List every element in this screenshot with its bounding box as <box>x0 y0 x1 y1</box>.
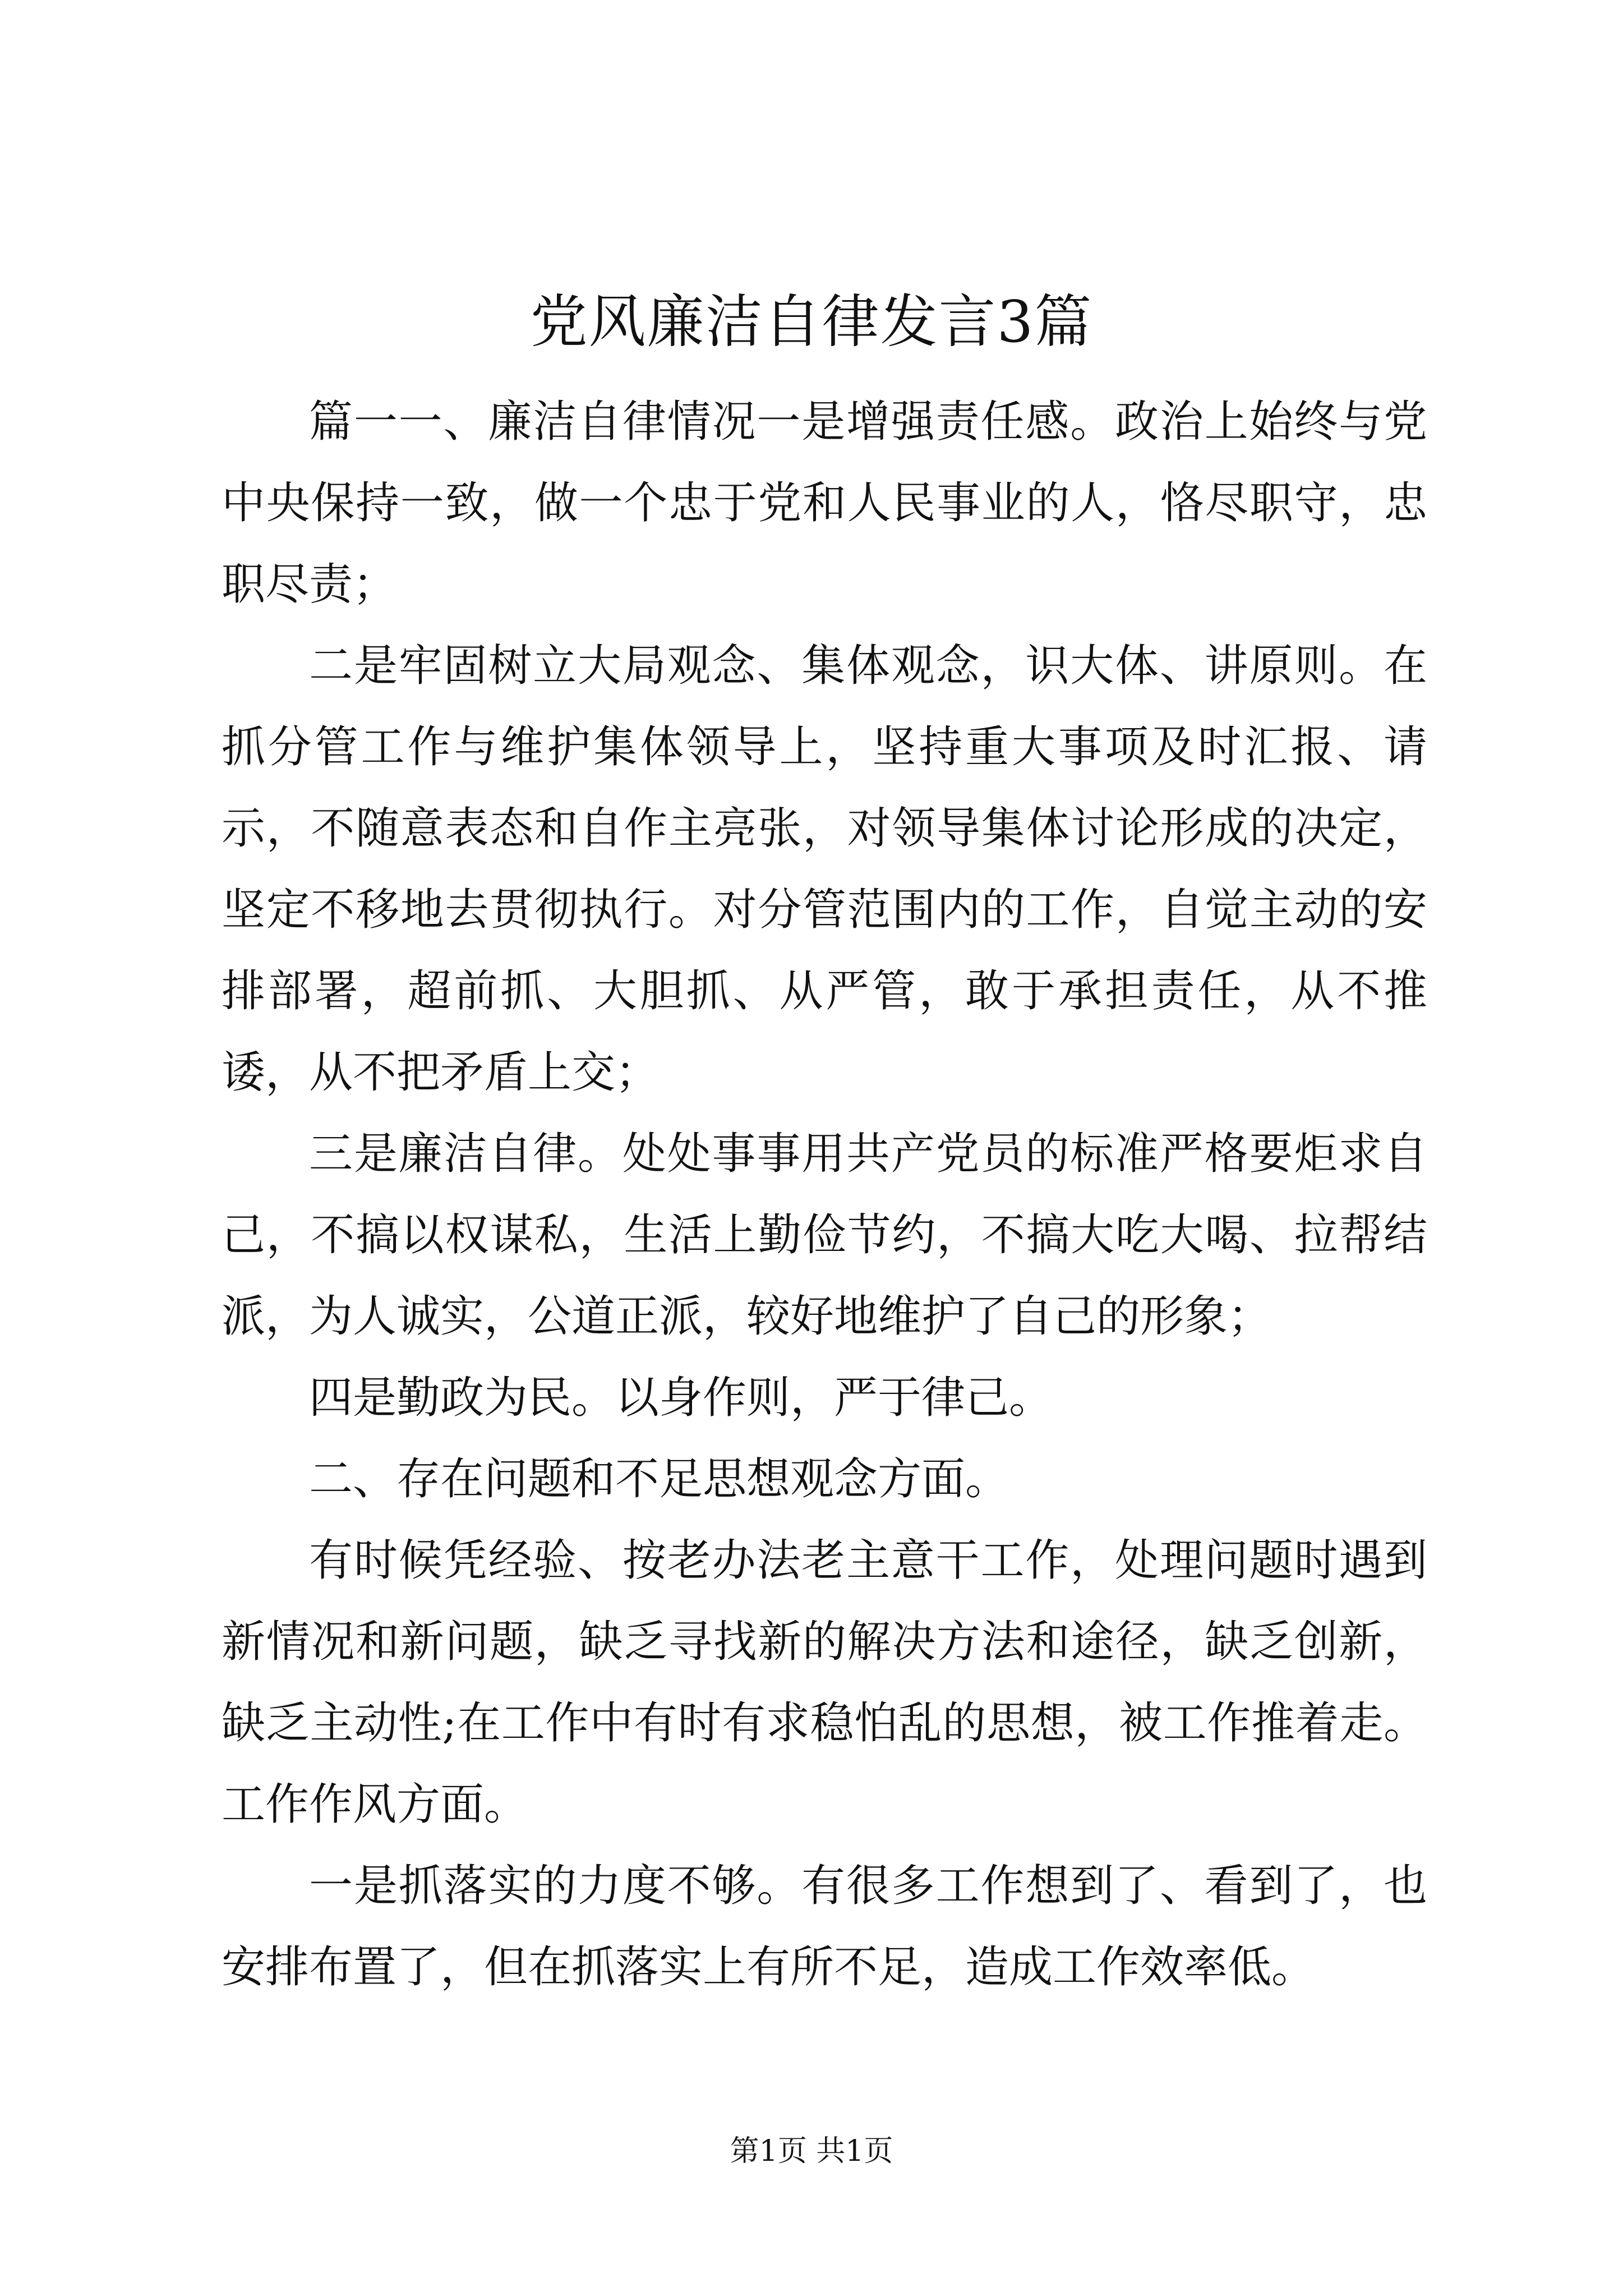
paragraph-7: 一是抓落实的力度不够。有很多工作想到了、看到了，也安排布置了，但在抓落实上有所不足，造成工作效率低。 <box>222 1861 1427 1993</box>
paragraph-1: 篇一一、廉洁自律情况一是增强责任感。政治上始终与党中央保持一致，做一个忠于党和人民事业的人，恪尽职守，忠职尽责； <box>222 397 1427 610</box>
paragraph-2: 二是牢固树立大局观念、集体观念，识大体、讲原则。在抓分管工作与维护集体领导上，坚持重大事项及时汇报、请示，不随意表态和自作主亮张，对领导集体讨论形成的决定，坚定不移地去贯彻执行。对分管范围内的工作，自觉主动的安排部署，超前抓、大胆抓、从严管，敢于承担责任，从不推诿，从不把矛盾上交； <box>222 641 1427 1098</box>
paragraph-5: 二、存在问题和不足思想观念方面。 <box>309 1454 1009 1504</box>
page-footer: 第1页 共1页 <box>730 2134 893 2168</box>
paragraph-6: 有时候凭经验、按老办法老主意干工作，处理问题时遇到新情况和新问题，缺乏寻找新的解决方法和途径，缺乏创新，缺乏主动性;在工作中有时有求稳怕乱的思想，被工作推着走。工作作风方面。 <box>222 1535 1427 1830</box>
document-title: 党风廉洁自律发言3篇 <box>530 289 1093 356</box>
document-body <box>222 381 1427 2008</box>
paragraph-4: 四是勤政为民。以身作则，严于律己。 <box>309 1373 1053 1423</box>
paragraph-3: 三是廉洁自律。处处事事用共产党员的标准严格要炬求自己，不搞以权谋私，生活上勤俭节约，不搞大吃大喝、拉帮结派，为人诚实，公道正派，较好地维护了自己的形象； <box>222 1129 1427 1342</box>
